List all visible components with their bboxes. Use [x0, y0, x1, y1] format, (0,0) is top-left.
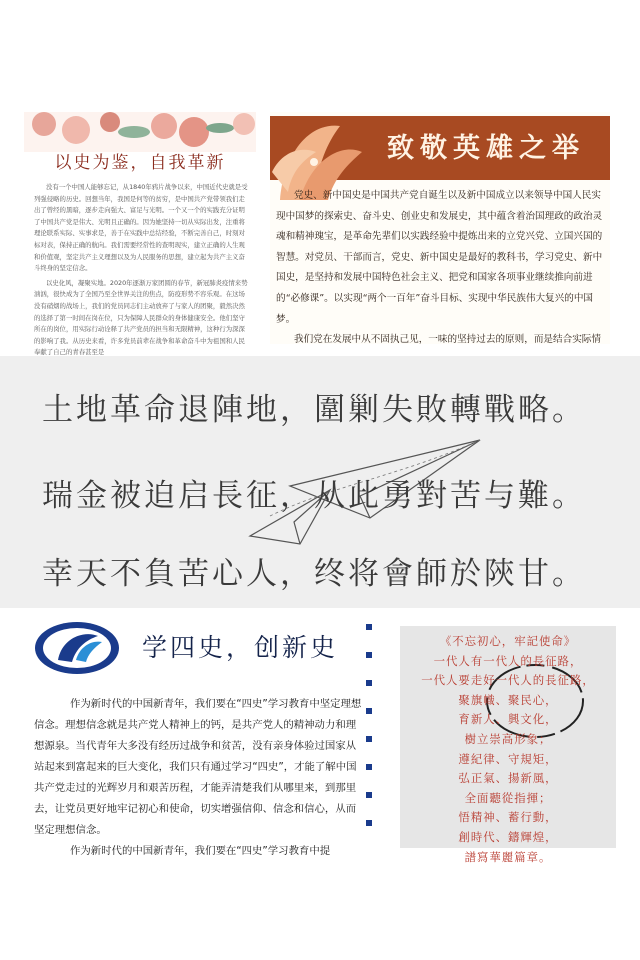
poem-line: 悟精神、蓄行動， [458, 810, 558, 825]
poem-panel [400, 626, 616, 864]
heroes-panel [270, 112, 610, 344]
heroes-paragraph: 党史、新中国史是中国共产党自诞生以及新中国成立以来领导中国人民实现中国梦的探索史、奋斗史、创业史和发展史，其中蕴含着治国理政的政治灵魂和精神瑰宝，是革命先辈们以实践经验中提炼出来的立党兴党、立国兴国的智慧。对党员、干部而言，党史、新中国史是最好的教科书，学习党史、新中国史，是坚持和发展中国特色社会主义、把党和国家各项事业继续推向前进的“必修课”。以实现“两个一百年”奋斗目标、实现中华民族伟大复兴的中国梦。 [276, 190, 603, 325]
four-histories-panel [24, 614, 376, 858]
poem-line: 一代人要走好一代人的長征路， [421, 673, 595, 688]
emblem-logo [32, 620, 122, 676]
poem-line: 創時代、鑄輝煌， [458, 829, 558, 844]
poem-line: 遵紀律、守規矩， [458, 751, 558, 766]
calligraphy-panel [0, 356, 640, 608]
heroes-title: 致敬英雄之举 [387, 133, 585, 164]
poem-line: 育新人、興文化， [458, 712, 558, 727]
poem-line: 聚旗幟、聚民心， [458, 692, 558, 707]
poem-lines [400, 632, 616, 867]
history-paragraph: 以史化风，凝聚实地。2020年逐渐万家团圆的春节，新冠肺炎疫情来势汹汹，很快成为了全国乃至全世界关注的焦点，防疫形势不容乐观。在这场没有硝烟的战场上，我们的党员同志们主动放弃了与家人的团聚，毅然决然的选择了第一时间在岗在位，只为保障人民群众的身体健康安全。他们坚守所在的岗位，用实际行动诠释了共产党员的担当和无限精神，这种行为深深的影响了我。从历史来看，许多党员前辈在战争和革命奋斗中为祖国和人民奉献了自己的青春甚至是 [34, 278, 248, 357]
history-panel [24, 112, 256, 357]
calligraphy-line: 瑞金被迫启長征，从此勇對苦与難。 [42, 478, 586, 514]
history-title: 以史为鉴，自我革新 [54, 153, 226, 173]
poem-line: 弘正氣、揚新風， [458, 771, 558, 786]
four-histories-title: 学四史，创新史 [142, 633, 339, 662]
flower-border-decoration [24, 112, 256, 152]
poem-title: 《不忘初心，牢記使命》 [439, 634, 577, 648]
heroes-paragraph: 我们党在发展中从不固执己见，一味的坚持过去的原则，而是结合实际情 [294, 334, 601, 346]
calligraphy-line: 土地革命退陣地，圍剿失敗轉戰略。 [42, 392, 586, 428]
history-body [34, 182, 248, 362]
calligraphy-line: 幸天不負苦心人，终将會師於陝甘。 [42, 556, 586, 592]
poem-line: 一代人有一代人的長征路， [433, 653, 583, 668]
four-histories-body [34, 694, 364, 862]
poem-line: 全面聽從指揮； [464, 790, 552, 805]
dot-border-decoration [366, 624, 374, 854]
four-histories-paragraph: 作为新时代的中国新青年，我们要在“四史”学习教育中坚定理想信念。理想信念就是共产党人精神上的钙，是共产党人的精神动力和理想源泉。当代青年大多没有经历过战争和贫苦，没有亲身体验过国家从站起来到富起来的巨大变化，我们只有通过学习“四史”，才能了解中国共产党走过的光辉岁月和艰苦历程，才能弄清楚我们从哪里来，到那里去，让党员更好地牢记初心和使命，切实增强信仰、信念和信心，从而坚定理想信念。 [34, 698, 362, 836]
heroes-body [276, 186, 604, 351]
history-paragraph: 没有一个中国人能够忘记，从1840年鸦片战争以来，中国近代史就是受列强侵略的历史。回想当年，我国是何等的贫穷，是中国共产党带领我们走出了曾经的黑暗，逐步走向强大、富足与光明。一个又一个的实践充分证明了中国共产党是伟大、光明且正确的。因为她坚持一切从实际出发，注重将理论联系实际、实事求是，善于在实践中总结经验，不断完善自己，时刻对标对表，保持正确的航向。我们需要经常性的查明现实，建立正确的人生观和价值观，坚定共产主义理想以及为人民服务的思想，建立起为共产主义奋斗终身的坚定信念。 [34, 183, 248, 273]
poem-line: 譜寫華麗篇章。 [464, 849, 552, 864]
poem-line: 樹立崇高形象； [464, 731, 552, 746]
four-histories-paragraph: 作为新时代的中国新青年，我们要在“四史”学习教育中提 [70, 845, 331, 857]
